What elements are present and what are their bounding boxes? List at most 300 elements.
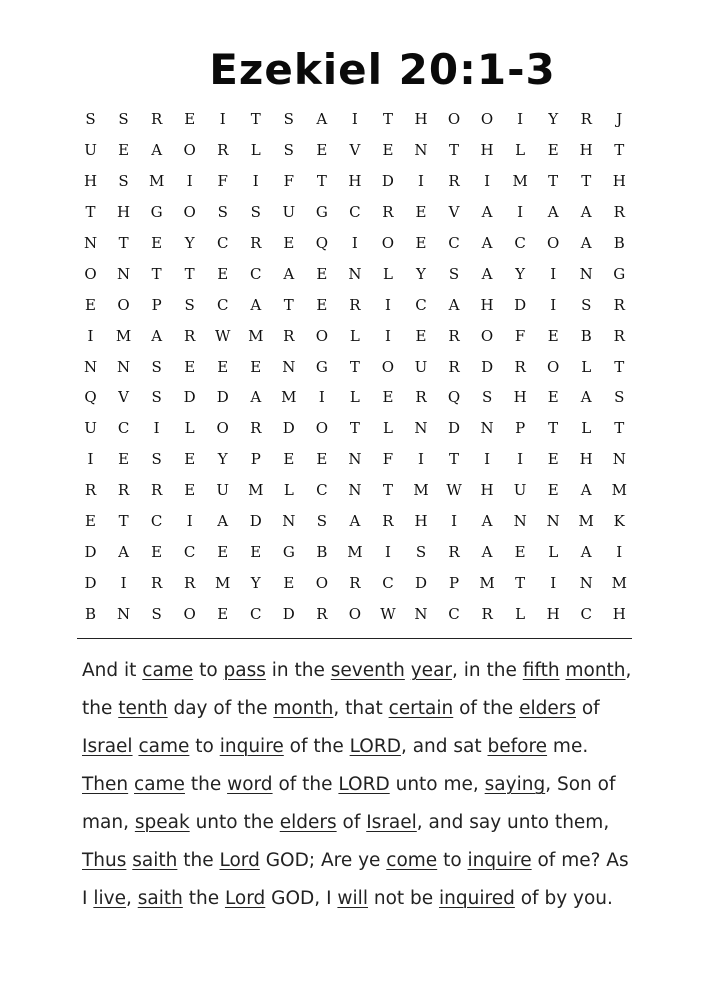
grid-letter: I (517, 110, 524, 129)
grid-letter: E (547, 141, 559, 160)
grid-letter: E (217, 604, 229, 623)
search-word: saying (484, 774, 546, 795)
grid-letter: R (448, 326, 460, 345)
grid-letter: R (184, 326, 196, 345)
grid-letter: S (85, 110, 96, 129)
grid-letter: L (515, 141, 526, 160)
passage-text: in the (265, 660, 331, 681)
grid-letter: N (83, 234, 98, 252)
grid-letter: M (148, 172, 165, 191)
grid-letter: E (151, 542, 163, 561)
grid-letter: T (151, 264, 162, 283)
passage-text: the (184, 774, 228, 795)
grid-letter: H (480, 295, 494, 314)
passage-text: man, (82, 812, 135, 833)
grid-letter: M (413, 481, 429, 500)
passage-text: , (125, 888, 138, 909)
grid-letter: C (216, 234, 229, 252)
grid-letter: G (150, 203, 163, 222)
grid-letter: T (614, 357, 625, 376)
grid-letter: R (150, 110, 163, 129)
grid-letter: P (448, 573, 460, 592)
grid-letter: R (448, 172, 460, 191)
grid-letter: R (316, 604, 328, 623)
grid-letter: I (484, 450, 491, 469)
passage-text: , Son of (545, 774, 616, 795)
grid-letter: A (151, 141, 163, 160)
grid-letter: A (481, 264, 493, 283)
grid-letter: S (614, 388, 625, 407)
grid-letter: I (550, 295, 557, 314)
grid-letter: Q (315, 234, 328, 252)
passage-text: of (575, 698, 600, 719)
search-word: fifth (522, 660, 560, 681)
grid-letter: A (448, 295, 460, 314)
grid-letter: S (118, 110, 129, 129)
grid-letter: A (580, 234, 592, 252)
grid-letter: I (418, 172, 424, 191)
grid-letter: I (186, 512, 193, 531)
grid-letter: L (250, 141, 261, 160)
grid-letter: R (514, 357, 526, 376)
grid-letter: E (85, 512, 96, 531)
grid-letter: H (348, 172, 362, 191)
grid-letter: I (517, 203, 524, 222)
grid-letter: T (118, 234, 129, 252)
grid-letter: A (481, 512, 493, 531)
grid-letter: H (480, 141, 494, 160)
grid-letter: S (118, 172, 129, 191)
search-word: saith (137, 888, 183, 909)
grid-letter: S (481, 388, 493, 407)
grid-letter: I (517, 450, 524, 469)
grid-letter: E (382, 388, 394, 407)
grid-letter: N (117, 604, 131, 623)
search-word: month (565, 660, 626, 681)
grid-letter: C (349, 203, 361, 222)
passage-text: , that (333, 698, 389, 719)
search-word: elders (279, 812, 337, 833)
search-word: certain (388, 698, 454, 719)
grid-letter: M (512, 172, 528, 191)
grid-letter: T (614, 141, 625, 160)
search-word: LORD (338, 774, 390, 795)
grid-letter: L (184, 419, 195, 438)
grid-letter: D (481, 357, 494, 376)
grid-letter: I (484, 172, 491, 191)
search-word: came (134, 774, 185, 795)
grid-letter: S (151, 450, 162, 469)
grid-letter: O (84, 264, 97, 283)
word-search-grid (74, 104, 636, 629)
grid-letter: C (382, 573, 394, 592)
grid-letter: L (382, 419, 393, 438)
grid-letter: H (612, 172, 626, 191)
grid-letter: O (447, 110, 461, 129)
grid-letter: L (349, 326, 360, 345)
passage-text: , and say unto them, (416, 812, 610, 833)
grid-letter: J (616, 110, 623, 129)
passage-text: the (182, 888, 225, 909)
grid-letter: C (150, 512, 163, 531)
grid-letter: H (117, 203, 131, 222)
search-word: come (386, 850, 438, 871)
grid-letter: E (151, 234, 163, 252)
grid-letter: W (446, 481, 462, 500)
grid-letter: A (250, 295, 262, 314)
passage-text: of the (272, 774, 339, 795)
grid-letter: E (514, 542, 526, 561)
grid-letter: S (316, 512, 327, 531)
grid-letter: M (248, 326, 264, 345)
grid-letter: S (283, 141, 294, 160)
grid-letter: O (315, 326, 328, 345)
grid-letter: O (183, 203, 196, 222)
grid-letter: T (184, 264, 195, 283)
grid-letter: O (216, 419, 229, 438)
grid-letter: R (184, 573, 196, 592)
grid-letter: M (578, 512, 594, 531)
grid-letter: E (382, 141, 394, 160)
grid-letter: N (546, 512, 560, 531)
grid-letter: O (547, 357, 560, 376)
grid-letter: U (84, 419, 97, 438)
search-word: elders (519, 698, 576, 719)
grid-letter: R (349, 295, 361, 314)
grid-letter: A (118, 542, 129, 561)
grid-letter: A (349, 512, 361, 531)
grid-letter: B (613, 234, 625, 252)
search-word: Thus (82, 850, 127, 871)
grid-letter: V (118, 388, 129, 407)
grid-letter: H (414, 512, 428, 531)
grid-letter: T (449, 450, 460, 469)
grid-letter: O (547, 234, 560, 252)
grid-letter: L (349, 388, 360, 407)
search-word: year (410, 660, 453, 681)
grid-letter: A (217, 512, 229, 531)
grid-letter: T (548, 172, 559, 191)
page-title: Ezekiel 20:1-3 (209, 45, 556, 94)
grid-letter: I (87, 450, 94, 469)
search-word: Israel (82, 736, 133, 757)
grid-letter: S (217, 203, 228, 222)
grid-letter: O (480, 110, 494, 129)
grid-letter: N (282, 512, 296, 531)
grid-letter: E (415, 326, 427, 345)
grid-letter: F (217, 172, 228, 191)
grid-letter: P (250, 450, 261, 469)
grid-letter: T (382, 110, 393, 129)
grid-letter: S (415, 542, 427, 561)
passage-text: GOD; Are ye (259, 850, 387, 871)
grid-letter: E (184, 110, 196, 129)
grid-letter: H (579, 141, 593, 160)
passage-text: , (625, 660, 632, 681)
grid-letter: G (282, 542, 295, 561)
grid-letter: E (250, 542, 262, 561)
grid-letter: C (250, 604, 262, 623)
grid-letter: E (250, 357, 262, 376)
grid-letter: Y (515, 264, 526, 283)
passage-text: , and sat (400, 736, 488, 757)
grid-letter: R (580, 110, 592, 129)
grid-letter: M (347, 542, 363, 561)
grid-letter: M (215, 573, 231, 592)
grid-letter: A (151, 326, 163, 345)
grid-letter: I (384, 542, 391, 561)
grid-letter: S (448, 264, 460, 283)
passage-text: to (193, 660, 224, 681)
passage-text: the (82, 698, 119, 719)
grid-letter: I (318, 388, 325, 407)
grid-letter: M (248, 481, 264, 500)
grid-letter: I (186, 172, 193, 191)
grid-letter: K (613, 512, 625, 531)
grid-letter: N (513, 512, 527, 531)
grid-letter: T (449, 141, 460, 160)
passage-text: of the (453, 698, 520, 719)
search-word: inquire (219, 736, 284, 757)
grid-letter: V (349, 141, 361, 160)
grid-letter: N (117, 264, 131, 283)
grid-letter: R (250, 234, 262, 252)
grid-letter: S (184, 295, 195, 314)
passage-line (82, 804, 642, 842)
grid-letter: I (451, 512, 457, 531)
grid-letter: I (351, 110, 358, 129)
grid-letter: E (217, 357, 229, 376)
scripture-passage (82, 652, 642, 918)
grid-letter: D (414, 573, 427, 592)
grid-letter: M (115, 326, 132, 345)
grid-letter: I (384, 295, 391, 314)
grid-letter: O (183, 141, 196, 160)
grid-letter: H (480, 481, 494, 500)
grid-letter: Y (548, 110, 559, 129)
grid-letter: N (348, 450, 362, 469)
search-word: tenth (118, 698, 168, 719)
grid-letter: S (581, 295, 592, 314)
grid-letter: M (479, 573, 495, 592)
passage-text: of (336, 812, 367, 833)
grid-letter: F (514, 326, 526, 345)
grid-letter: E (316, 264, 328, 283)
grid-letter: H (546, 604, 560, 623)
grid-letter: D (84, 573, 97, 592)
grid-letter: M (611, 573, 627, 592)
grid-letter: W (380, 604, 396, 623)
grid-letter: R (481, 604, 493, 623)
grid-letter: L (581, 357, 592, 376)
grid-letter: A (580, 481, 592, 500)
passage-text: unto me, (389, 774, 485, 795)
grid-letter: R (613, 295, 625, 314)
grid-letter: N (282, 357, 296, 376)
grid-letter: U (414, 357, 428, 376)
grid-letter: M (611, 481, 627, 500)
grid-letter: R (349, 573, 361, 592)
search-word: inquired (439, 888, 515, 909)
passage-text: unto the (189, 812, 280, 833)
grid-letter: Q (84, 388, 97, 407)
grid-letter: E (316, 295, 328, 314)
grid-letter: C (580, 604, 592, 623)
grid-letter: S (151, 357, 162, 376)
grid-letter: D (448, 419, 461, 438)
grid-letter: A (250, 388, 262, 407)
grid-letter: C (183, 542, 196, 561)
search-word: saith (132, 850, 178, 871)
grid-letter: O (381, 357, 395, 376)
grid-letter: G (613, 264, 626, 283)
grid-letter: R (150, 573, 163, 592)
grid-letter: D (282, 419, 295, 438)
grid-letter: I (219, 110, 226, 129)
grid-letter: R (448, 357, 460, 376)
search-word: month (273, 698, 334, 719)
grid-letter: H (513, 388, 527, 407)
grid-letter: C (448, 604, 460, 623)
passage-text: day of the (167, 698, 274, 719)
grid-letter: O (480, 326, 494, 345)
passage-line (82, 880, 642, 918)
search-word: Lord (224, 888, 266, 909)
grid-letter: C (117, 419, 130, 438)
grid-letter: O (315, 419, 328, 438)
passage-text: to (437, 850, 468, 871)
passage-text: , in the (452, 660, 523, 681)
grid-letter: I (418, 450, 424, 469)
grid-letter: U (282, 203, 296, 222)
passage-text: of by you. (514, 888, 613, 909)
grid-letter: P (515, 419, 526, 438)
search-word: came (138, 736, 190, 757)
passage-text: of me? As (531, 850, 629, 871)
grid-letter: T (548, 419, 559, 438)
grid-letter: I (153, 419, 160, 438)
grid-letter: F (283, 172, 295, 191)
grid-letter: I (384, 326, 391, 345)
grid-letter: H (612, 604, 626, 623)
grid-letter: U (216, 481, 230, 500)
grid-letter: T (349, 357, 360, 376)
grid-letter: R (250, 419, 262, 438)
grid-letter: V (448, 203, 460, 222)
grid-letter: R (382, 512, 394, 531)
grid-letter: E (184, 481, 196, 500)
grid-letter: D (282, 604, 295, 623)
grid-letter: A (283, 264, 295, 283)
search-word: LORD (349, 736, 401, 757)
grid-letter: L (581, 419, 592, 438)
grid-letter: B (85, 604, 97, 623)
grid-letter: I (120, 573, 127, 592)
passage-text: to (189, 736, 220, 757)
grid-letter: N (579, 264, 593, 283)
search-word: word (227, 774, 273, 795)
grid-letter: O (117, 295, 130, 314)
grid-letter: F (382, 450, 394, 469)
grid-letter: E (547, 326, 559, 345)
grid-letter: E (217, 264, 229, 283)
grid-letter: E (118, 450, 130, 469)
grid-letter: E (316, 141, 328, 160)
grid-letter: D (216, 388, 229, 407)
grid-letter: O (183, 604, 196, 623)
grid-letter: A (481, 234, 493, 252)
passage-line (82, 652, 642, 690)
search-word: will (337, 888, 368, 909)
passage-text: And it (82, 660, 143, 681)
grid-letter: A (316, 110, 328, 129)
grid-letter: L (382, 264, 393, 283)
grid-letter: T (581, 172, 592, 191)
grid-letter: R (613, 203, 625, 222)
grid-letter: I (550, 264, 557, 283)
grid-letter: C (448, 234, 460, 252)
grid-letter: P (151, 295, 162, 314)
passage-line (82, 766, 642, 804)
passage-line (82, 690, 642, 728)
grid-letter: E (547, 388, 559, 407)
grid-letter: E (283, 573, 295, 592)
grid-letter: T (382, 481, 393, 500)
grid-letter: I (616, 542, 623, 561)
grid-letter: U (84, 141, 97, 160)
passage-line (82, 728, 642, 766)
grid-letter: N (414, 604, 428, 623)
grid-letter: U (513, 481, 527, 500)
grid-letter: S (151, 604, 162, 623)
grid-letter: N (612, 450, 626, 469)
grid-letter: E (217, 542, 229, 561)
grid-letter: R (217, 141, 229, 160)
grid-letter: E (184, 357, 196, 376)
search-word: Israel (366, 812, 417, 833)
grid-letter: E (547, 481, 559, 500)
grid-letter: L (515, 604, 526, 623)
grid-letter: T (250, 110, 261, 129)
grid-letter: G (315, 203, 328, 222)
grid-letter: N (348, 481, 362, 500)
grid-letter: A (481, 542, 493, 561)
grid-letter: E (316, 450, 328, 469)
grid-letter: E (184, 450, 196, 469)
grid-letter: C (250, 264, 262, 283)
grid-letter: R (283, 326, 295, 345)
grid-letter: T (515, 573, 526, 592)
grid-letter: L (283, 481, 294, 500)
grid-letter: R (448, 542, 460, 561)
grid-letter: N (117, 357, 131, 376)
grid-letter: Y (250, 573, 261, 592)
passage-text: GOD, I (265, 888, 338, 909)
grid-letter: R (150, 481, 163, 500)
grid-letter: M (281, 388, 297, 407)
divider-line (77, 638, 632, 639)
grid-letter: T (614, 419, 625, 438)
grid-letter: N (480, 419, 494, 438)
grid-letter: Y (217, 450, 228, 469)
grid-letter: N (83, 357, 98, 376)
grid-letter: A (580, 203, 592, 222)
grid-letter: Q (447, 388, 461, 407)
grid-letter: C (415, 295, 427, 314)
grid-letter: E (415, 234, 427, 252)
grid-letter: T (349, 419, 360, 438)
grid-letter: I (351, 234, 358, 252)
